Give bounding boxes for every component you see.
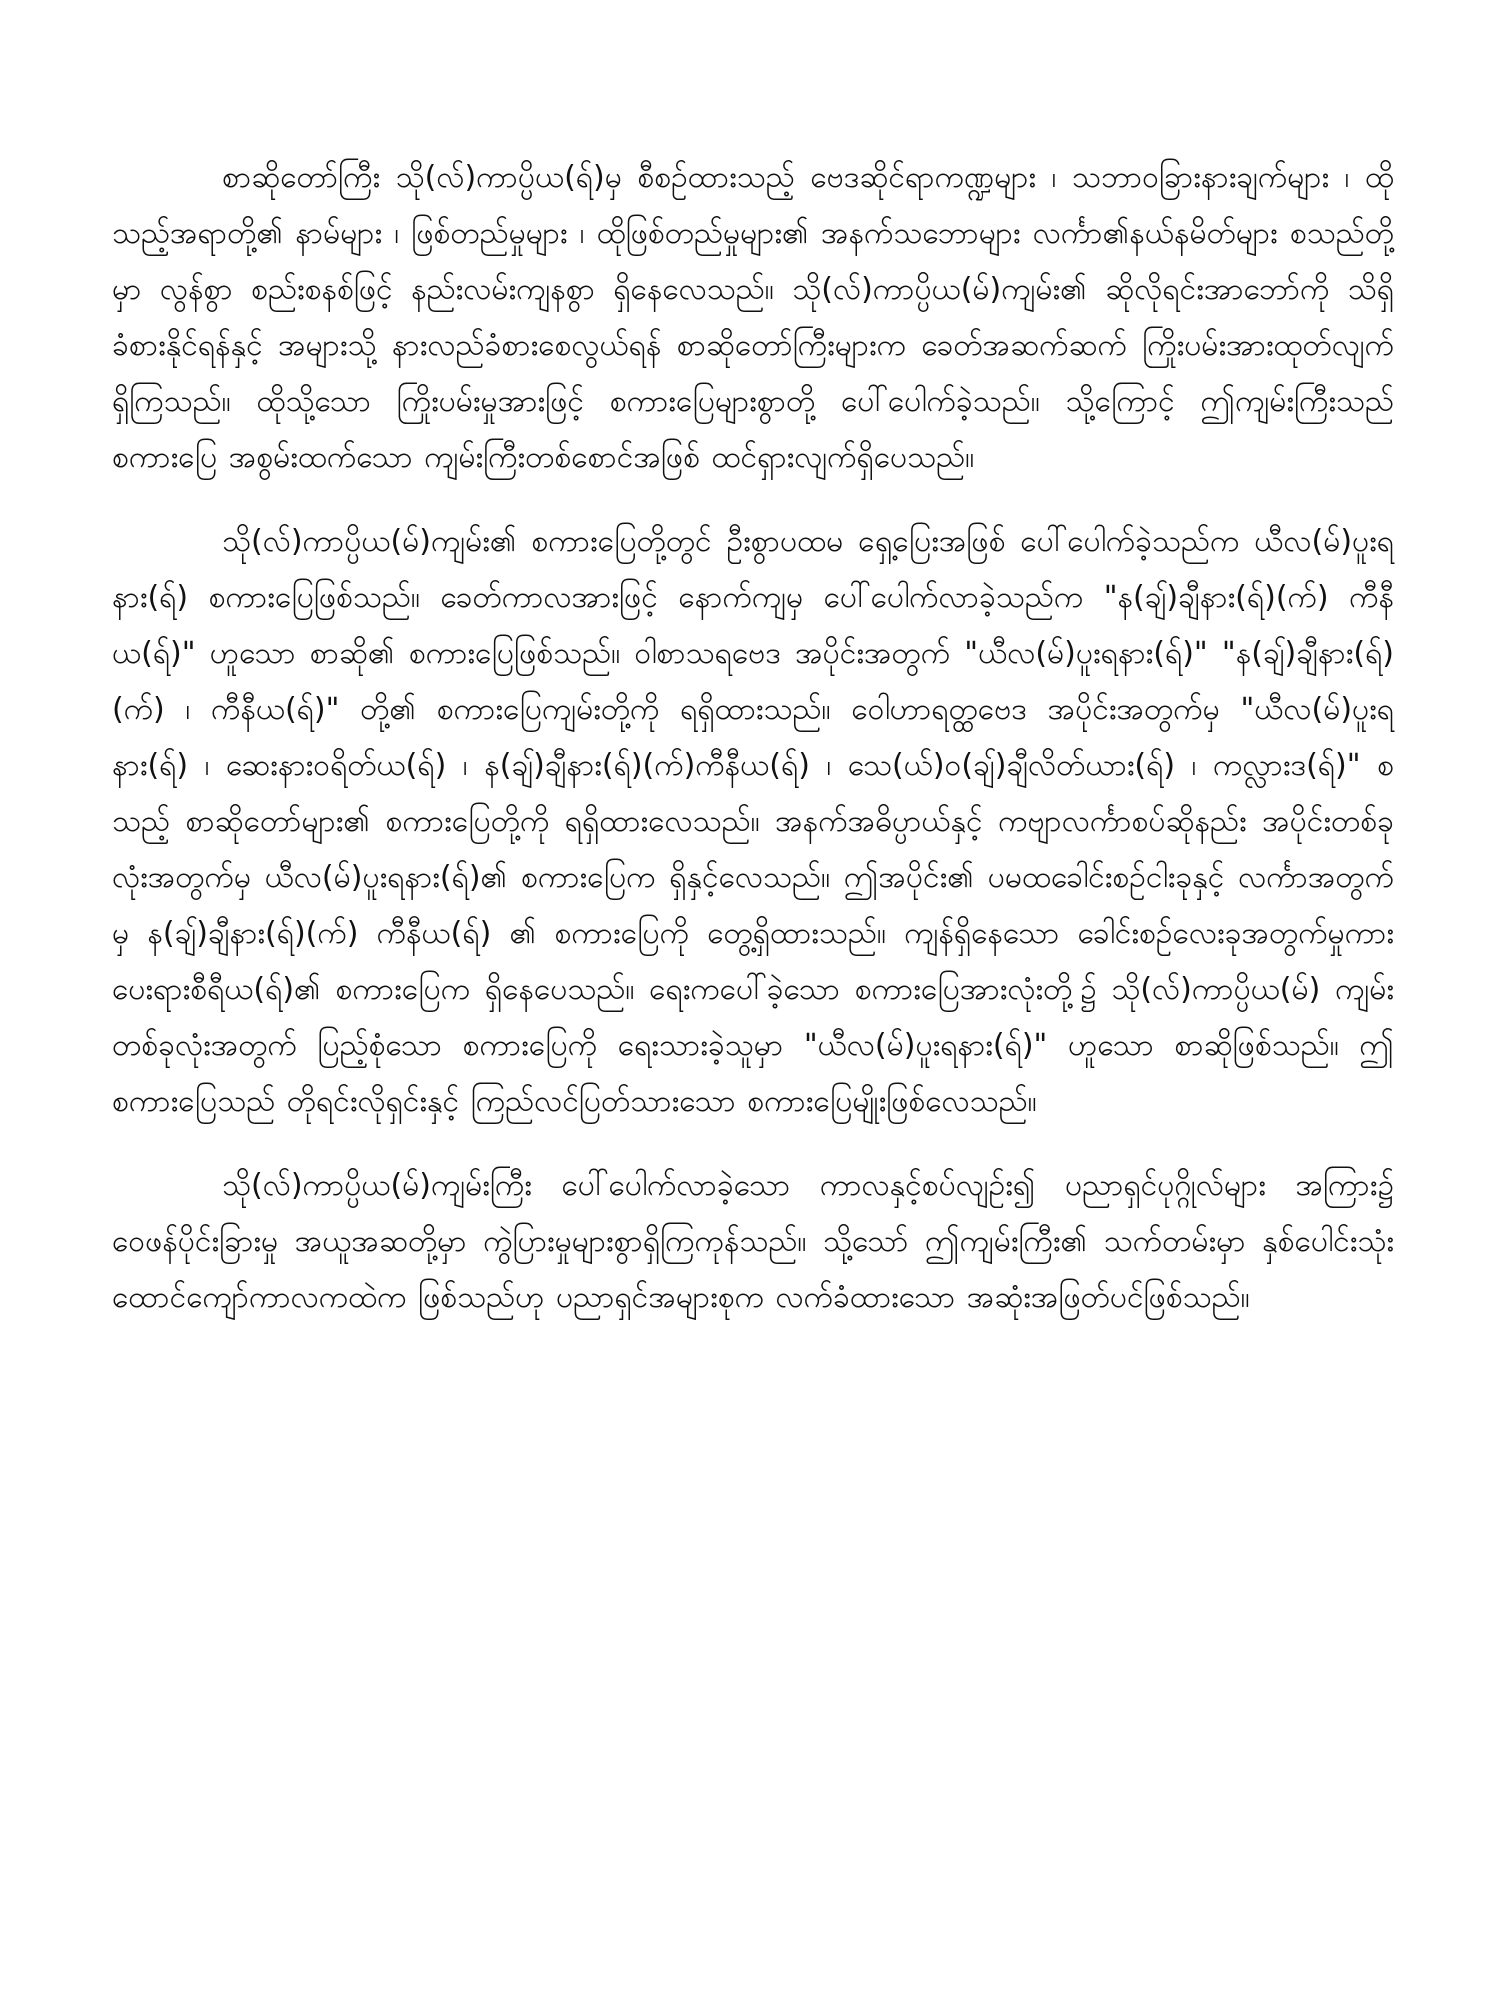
paragraph-3: သို(လ်)ကာပ္ပိယ(မ်)ကျမ်းကြီး ပေါ်ပေါက်လာခဲ့သော ကာလနှင့်စပ်လျဉ်း၍ ပညာရှင်ပုဂ္ဂိုလ်များ အကြား၌ ဝေဖန်ပိုင်းခြားမှု အယူအဆတို့မှာ ကွဲပြားမှုများစွာရှိကြကုန်သည်။ သို့သော် ဤကျမ်းကြီး၏ သက်တမ်းမှာ နှစ်ပေါင်းသုံးထောင်ကျော်ကာလကထဲက ဖြစ်သည်ဟု ပညာရှင်အများစုက လက်ခံထားသော အဆုံးအဖြတ်ပင်ဖြစ်သည်။ [112, 1168, 1394, 1315]
paragraph-1: စာဆိုတော်ကြီး သို(လ်)ကာပ္ပိယ(ရ်)မှ စီစဉ်ထားသည့် ဗေဒဆိုင်ရာကဏ္ဍများ ၊ သဘာဝခြားနားချက်များ ၊ ထိုသည့်အရာတို့၏ နာမ်များ ၊ ဖြစ်တည်မှုများ ၊ ထိုဖြစ်တည်မှုများ၏ အနက်သဘောများ လင်္ကာ၏နယ်နမိတ်များ စသည်တို့မှာ လွန်စွာ စည်းစနစ်ဖြင့် နည်းလမ်းကျနစွာ ရှိနေလေသည်။ သို(လ်)ကာပ္ပိယ(မ်)ကျမ်း၏ ဆိုလိုရင်းအာဘော်ကို သိရှိခံစားနိုင်ရန်နှင့် အများသို့ နားလည်ခံစားစေလွယ်ရန် စာဆိုတော်ကြီးများက ခေတ်အဆက်ဆက် ကြိုးပမ်းအားထုတ်လျက် ရှိကြသည်။ ထိုသို့သော ကြိုးပမ်းမှုအားဖြင့် စကားပြေများစွာတို့ ပေါ်ပေါက်ခဲ့သည်။ သို့ကြောင့် ဤကျမ်းကြီးသည် စကားပြေ အစွမ်းထက်သော ကျမ်းကြီးတစ်စောင်အဖြစ် ထင်ရှားလျက်ရှိပေသည်။ [112, 160, 1394, 475]
document-page [112, 150, 1394, 1950]
paragraph-2: သို(လ်)ကာပ္ပိယ(မ်)ကျမ်း၏ စကားပြေတို့တွင် ဦးစွာပထမ ရှေ့ပြေးအဖြစ် ပေါ်ပေါက်ခဲ့သည်က ယီလ(မ်)ပူးရနား(ရ်) စကားပြေဖြစ်သည်။ ခေတ်ကာလအားဖြင့် နောက်ကျမှ ပေါ်ပေါက်လာခဲ့သည်က "န(ချ်)ချီနား(ရ်)(က်) ကီနီယ(ရ်)" ဟူသော စာဆို၏ စကားပြေဖြစ်သည်။ ဝါစာသရဗေဒ အပိုင်းအတွက် "ယီလ(မ်)ပူးရနား(ရ်)" "န(ချ်)ချီနား(ရ်)(က်) ၊ ကီနီယ(ရ်)" တို့၏ စကားပြေကျမ်းတို့ကို ရရှိထားသည်။ ဝေါဟာရတ္ထဗေဒ အပိုင်းအတွက်မှ "ယီလ(မ်)ပူးရနား(ရ်) ၊ ဆေးနားဝရိတ်ယ(ရ်) ၊ န(ချ်)ချီနား(ရ်)(က်)ကီနီယ(ရ်) ၊ သေ(ယ်)ဝ(ချ်)ချီလိတ်ယား(ရ်) ၊ ကလ္လားဒ(ရ်)" စသည့် စာဆိုတော်များ၏ စကားပြေတို့ကို ရရှိထားလေသည်။ အနက်အဓိပ္ပာယ်နှင့် ကဗျာလင်္ကာစပ်ဆိုနည်း အပိုင်းတစ်ခုလုံးအတွက်မှ ယီလ(မ်)ပူးရနား(ရ်)၏ စကားပြေက ရှိနှင့်လေသည်။ ဤအပိုင်း၏ ပမထခေါင်းစဉ်ငါးခုနှင့် လင်္ကာအတွက်မှ န(ချ်)ချီနား(ရ်)(က်) ကီနီယ(ရ်) ၏ စကားပြေကို တွေ့ရှိထားသည်။ ကျန်ရှိနေသော ခေါင်းစဉ်လေးခုအတွက်မှုကား ပေးရားစီရီယ(ရ်)၏ စကားပြေက ရှိနေပေသည်။ ရေးကပေါ်ခဲ့သော စကားပြေအားလုံးတို့၌ သို(လ်)ကာပ္ပိယ(မ်) ကျမ်းတစ်ခုလုံးအတွက် ပြည့်စုံသော စကားပြေကို ရေးသားခဲ့သူမှာ "ယီလ(မ်)ပူးရနား(ရ်)" ဟူသော စာဆိုဖြစ်သည်။ ဤစကားပြေသည် တိုရင်းလိုရှင်းနှင့် ကြည်လင်ပြတ်သားသော စကားပြေမျိုးဖြစ်လေသည်။ [112, 524, 1394, 1119]
